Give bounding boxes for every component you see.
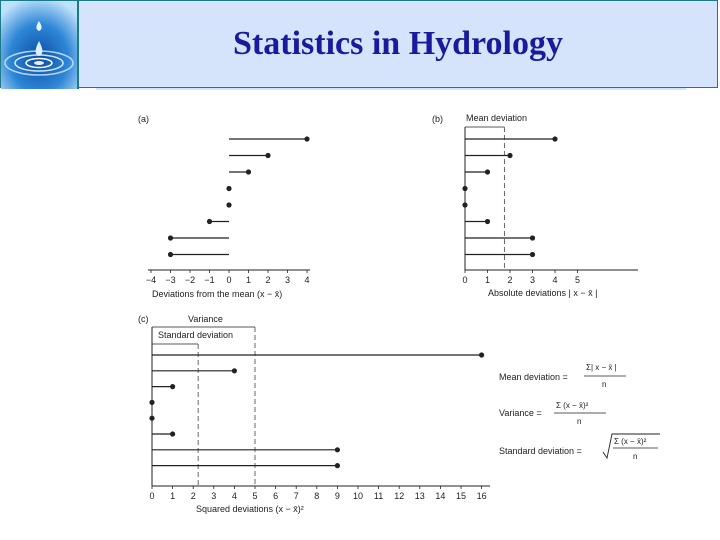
standard-deviation-formula-name: Standard deviation =: [499, 446, 582, 456]
panel-a-tick-label: 1: [245, 275, 252, 285]
mean-deviation-denominator: n: [602, 380, 607, 389]
water-drop-icon: [1, 1, 79, 89]
panel-c-xlabel: Squared deviations (x − x̄)²: [196, 504, 304, 514]
panel-c-point: [170, 431, 175, 436]
panel-b-point: [552, 136, 557, 141]
panel-a-tick-label: −2: [184, 275, 196, 285]
panel-b-point: [485, 219, 490, 224]
panel-a-tick-label: 0: [226, 275, 232, 285]
panel-b-point: [507, 153, 512, 158]
panel-a-point: [265, 153, 270, 158]
panel-c-tick-label: 16: [476, 491, 487, 501]
panel-a-tick-label: 3: [284, 275, 291, 285]
mean-deviation-numerator: Σ| x − x̄ |: [586, 363, 617, 372]
panel-a-tag: (a): [138, 114, 149, 124]
panel-b-point: [530, 252, 535, 257]
standard-deviation-label: Standard deviation: [158, 330, 234, 340]
panel-c-tick-label: 4: [231, 491, 237, 501]
panel-b-tick-label: 0: [462, 275, 468, 285]
water-drop-logo: [1, 1, 77, 89]
panel-c-tick-label: 1: [170, 491, 176, 501]
panel-b-tick-label: 1: [484, 275, 491, 285]
panel-b-xlabel: Absolute deviations | x − x̄ |: [488, 288, 598, 298]
panel-a-tick-label: −3: [165, 275, 176, 285]
variance-numerator: Σ (x − x̄)²: [556, 401, 589, 410]
panel-c-tick-label: 9: [334, 491, 340, 501]
panel-c-tick-label: 10: [352, 491, 364, 501]
slide-title: Statistics in Hydrology: [233, 25, 563, 62]
panel-b-tag: (b): [432, 114, 443, 124]
mean-deviation-label: Mean deviation: [466, 113, 528, 123]
panel-c-point: [149, 400, 154, 405]
panel-c-tag: (c): [138, 314, 149, 324]
panel-a: [138, 114, 310, 299]
panel-b-point: [462, 186, 467, 191]
panel-b-tick-label: 3: [529, 275, 536, 285]
panel-a-point: [207, 219, 212, 224]
panel-c-tick-label: 6: [273, 491, 279, 501]
panel-c-tick-label: 12: [394, 491, 405, 501]
panel-c-tick-label: 0: [149, 491, 155, 501]
panel-c-point: [335, 463, 340, 468]
formulas: [499, 363, 660, 461]
variance-formula-name: Variance =: [499, 408, 542, 418]
panel-a-tick-label: −4: [145, 275, 157, 285]
panel-b-point: [530, 235, 535, 240]
panel-a-point: [304, 136, 309, 141]
panel-c-tick-label: 14: [435, 491, 446, 501]
panel-c-tick-label: 11: [373, 491, 384, 501]
panel-a-point: [168, 252, 173, 257]
title-banner: [0, 0, 718, 88]
variance-denominator: n: [577, 417, 582, 426]
panel-a-point: [226, 202, 231, 207]
panel-a-point: [246, 169, 251, 174]
panel-a-point: [168, 235, 173, 240]
panel-b-point: [462, 202, 467, 207]
panel-c-tick-label: 13: [414, 491, 425, 501]
panel-c-tick-label: 3: [211, 491, 217, 501]
panel-b: [432, 113, 638, 298]
panel-a-tick-label: −1: [204, 275, 215, 285]
panel-c-tick-label: 15: [455, 491, 467, 501]
panel-a-tick-label: 4: [304, 275, 310, 285]
standard-deviation-denominator: n: [633, 452, 638, 461]
panel-c-point: [479, 352, 484, 357]
panel-c-tick-label: 2: [190, 491, 196, 501]
panel-a-point: [226, 186, 231, 191]
title-underline: [96, 88, 686, 90]
variance-label: Variance: [188, 314, 223, 324]
panel-b-tick-label: 5: [574, 275, 581, 285]
mean-deviation-formula-name: Mean deviation =: [499, 372, 568, 382]
statistics-figure: [0, 96, 720, 536]
panel-c-point: [170, 384, 175, 389]
panel-c-tick-label: 5: [252, 491, 258, 501]
panel-a-tick-label: 2: [265, 275, 271, 285]
panel-c: [138, 314, 490, 514]
standard-deviation-numerator: Σ (x − x̄)²: [614, 437, 647, 446]
panel-c-tick-label: 8: [314, 491, 320, 501]
panel-c-point: [335, 447, 340, 452]
panel-b-tick-label: 2: [507, 275, 513, 285]
panel-b-point: [485, 169, 490, 174]
panel-c-point: [149, 416, 154, 421]
panel-c-point: [232, 368, 237, 373]
panel-c-tick-label: 7: [293, 491, 299, 501]
panel-a-xlabel: Deviations from the mean (x − x̄): [152, 289, 283, 299]
panel-b-tick-label: 4: [552, 275, 558, 285]
